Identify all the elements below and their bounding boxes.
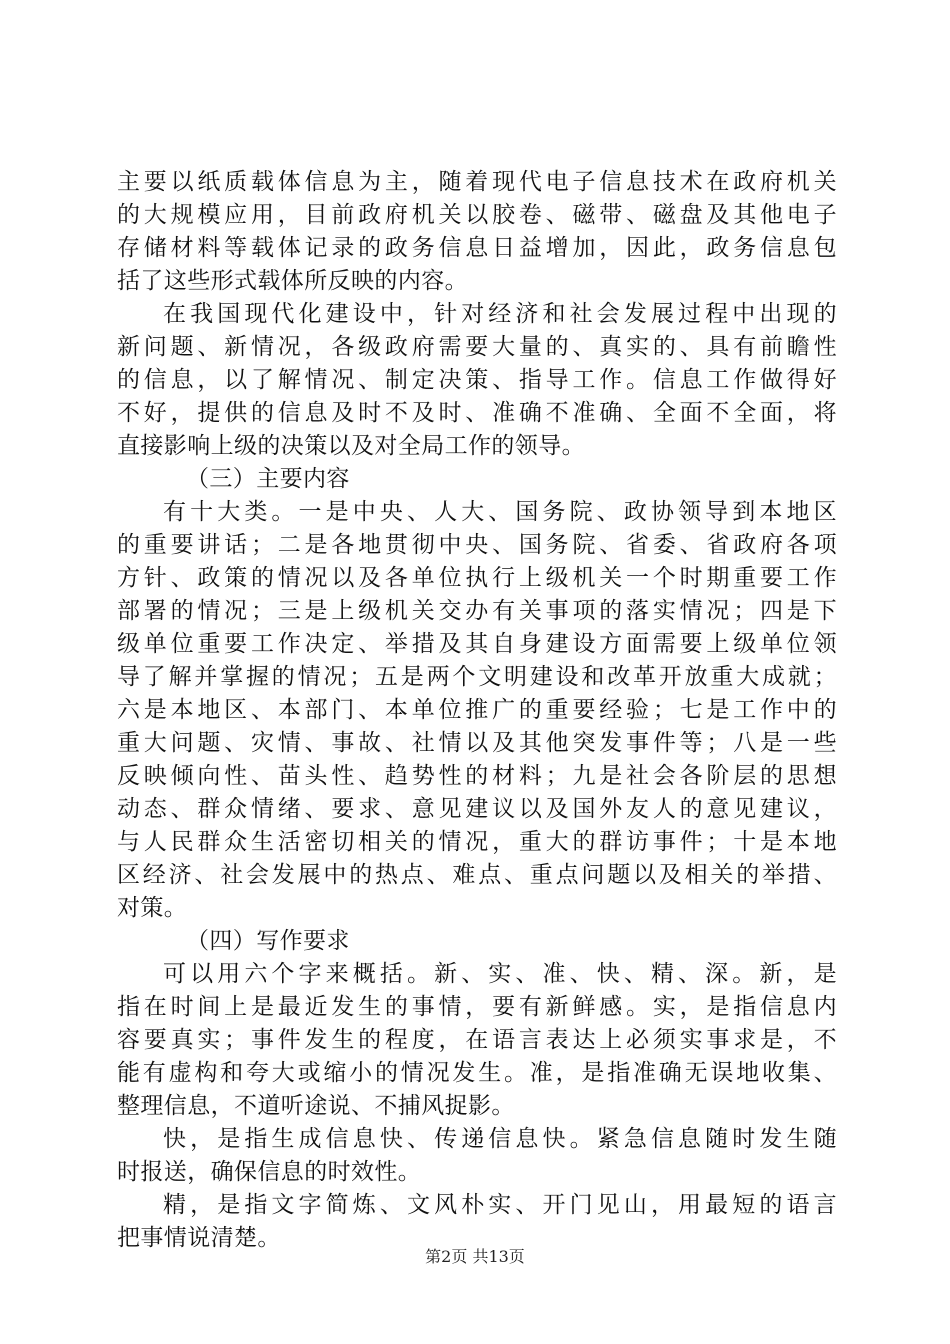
text-line: 时报送，确保信息的时效性。	[117, 1159, 422, 1185]
text-line: 方针、政策的情况以及各单位执行上级机关一个时期重要工作	[117, 565, 837, 591]
text-line: 新问题、新情况，各级政府需要大量的、真实的、具有前瞻性	[117, 334, 837, 360]
text-line: 的大规模应用，目前政府机关以胶卷、磁带、磁盘及其他电子	[117, 202, 837, 228]
text-line: 部署的情况；三是上级机关交办有关事项的落实情况；四是下	[117, 598, 837, 624]
text-line: 能有虚构和夸大或缩小的情况发生。准，是指准确无误地收集、	[117, 1060, 837, 1086]
text-line: 的信息，以了解情况、制定决策、指导工作。信息工作做得好	[117, 367, 837, 393]
paragraph-first-line: 可以用六个字来概括。新、实、准、快、精、深。新，是	[163, 961, 837, 987]
paragraph-first-line: 精，是指文字简炼、文风朴实、开门见山，用最短的语言	[163, 1192, 837, 1218]
text-line: 把事情说清楚。	[117, 1225, 281, 1251]
text-line: 动态、群众情绪、要求、意见建议以及国外友人的意见建议，	[117, 796, 837, 822]
text-line: 不好，提供的信息及时不及时、准确不准确、全面不全面，将	[117, 400, 837, 426]
text-line: 六是本地区、本部门、本单位推广的重要经验；七是工作中的	[117, 697, 837, 723]
text-line: 括了这些形式载体所反映的内容。	[117, 268, 468, 294]
text-line: 存储材料等载体记录的政务信息日益增加，因此，政务信息包	[117, 235, 837, 261]
text-line: 导了解并掌握的情况；五是两个文明建设和改革开放重大成就；	[117, 664, 837, 690]
text-line: 反映倾向性、苗头性、趋势性的材料；九是社会各阶层的思想	[117, 763, 837, 789]
paragraph-first-line: 有十大类。一是中央、人大、国务院、政协领导到本地区	[163, 499, 837, 525]
paragraph-first-line: 在我国现代化建设中，针对经济和社会发展过程中出现的	[163, 301, 837, 327]
text-line: 重大问题、灾情、事故、社情以及其他突发事件等；八是一些	[117, 730, 837, 756]
text-line: 主要以纸质载体信息为主，随着现代电子信息技术在政府机关	[117, 169, 837, 195]
text-line: 级单位重要工作决定、举措及其自身建设方面需要上级单位领	[117, 631, 837, 657]
text-line: 的重要讲话；二是各地贯彻中央、国务院、省委、省政府各项	[117, 532, 837, 558]
section-heading: （四）写作要求	[186, 928, 350, 954]
text-line: 容要真实；事件发生的程度，在语言表达上必须实事求是，不	[117, 1027, 837, 1053]
text-line: 指在时间上是最近发生的事情，要有新鲜感。实，是指信息内	[117, 994, 837, 1020]
text-line: 对策。	[117, 895, 188, 921]
text-line: 与人民群众生活密切相关的情况，重大的群访事件；十是本地	[117, 829, 837, 855]
paragraph-first-line: 快，是指生成信息快、传递信息快。紧急信息随时发生随	[163, 1126, 837, 1152]
text-line: 直接影响上级的决策以及对全局工作的领导。	[117, 433, 585, 459]
section-heading: （三）主要内容	[186, 466, 350, 492]
document-body	[117, 166, 837, 1255]
text-line: 区经济、社会发展中的热点、难点、重点问题以及相关的举措、	[117, 862, 837, 888]
text-line: 整理信息，不道听途说、不捕风捉影。	[117, 1093, 515, 1119]
page-number-footer: 第2页 共13页	[425, 1247, 525, 1266]
